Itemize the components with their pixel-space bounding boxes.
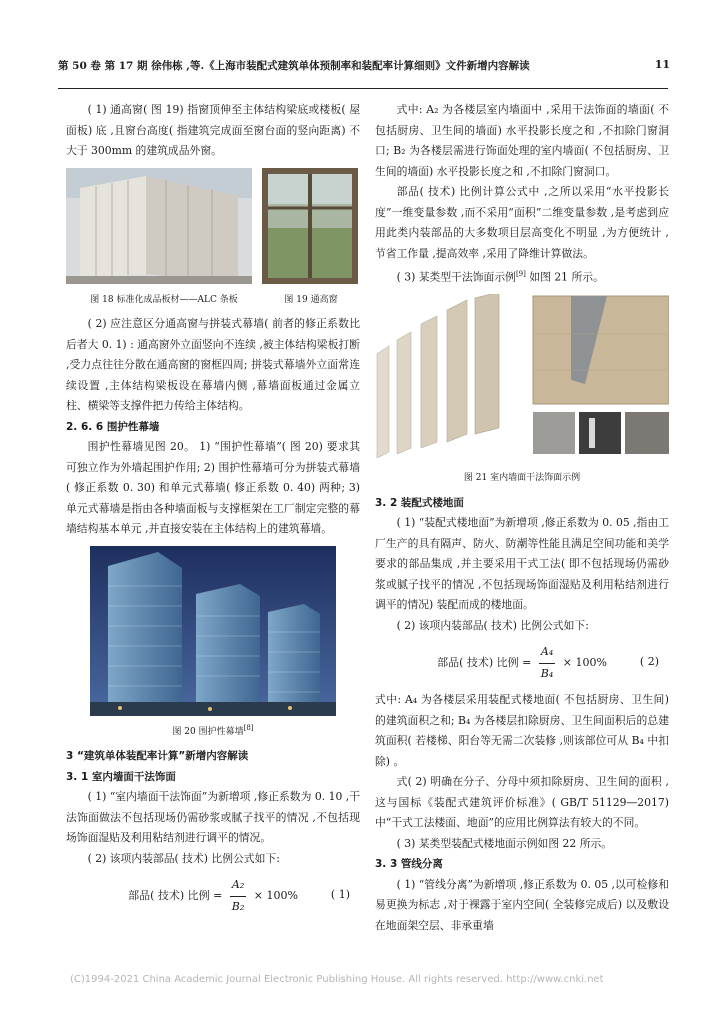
subsection-heading: 3. 1 室内墙面干法饰面	[66, 770, 176, 783]
subsection-heading: 3. 3 管线分离	[375, 858, 443, 871]
paragraph: 围护性幕墙见图 20。 1) “围护性幕墙”( 图 20) 要求其可独立作为外墙起围护作用; 2) 围护性幕墙可分为拼装式幕墙( 修正系数 0. 30) 和单元式幕墙( 修正系数 0. 40) 两种; 3) 单元式幕墙是指由各种墙面板与支撑框架在工厂制定完整的幕墙结构基本单元 ,并直接安装在主体结构上的建筑幕墙。	[66, 440, 360, 535]
paragraph: 式( 2) 明确在分子、分母中须扣除厨房、卫生间的面积 ,这与国标《装配式建筑评价标准》( GB/T 51129—2017) 中“干式工法楼面、地面”的应用比例算法有较大的不同。	[375, 775, 669, 830]
equation-number: ( 2)	[639, 655, 659, 669]
paragraph: ( 2) 该项内装部品( 技术) 比例公式如下:	[396, 618, 589, 632]
paragraph: ( 1) “装配式楼地面”为新增项 ,修正系数为 0. 05 ,指由工厂生产的具有隔声、防火、防潮等性能且满足空间功能和美学要求的部品集成 ,并主要采用干式工法( 即不包括现场仍需砂浆或腻子找平的情况 ,不包括现场饰面湿贴及利用粘结剂进行调平的情况) 装配而成的楼地面。	[375, 516, 669, 612]
page-number: 11	[654, 58, 670, 71]
citation-ref: [9]	[515, 270, 526, 278]
paragraph: 部品( 技术) 比例计算公式中 ,之所以采用“水平投影长度”一维变量参数 ,而不采用“面积”二维变量参数 ,是考虑到应用此类内装部品的大多数项目层高变化不明显 ,为方便统计 ,节省工作量 ,提高效率 ,采用了降维计算做法。	[375, 185, 669, 260]
citation-ref: [8]	[243, 723, 254, 732]
copyright-watermark: (C)1994-2021 China Academic Journal Electronic Publishing House. All rights reserved. http://www.cnki.net	[70, 974, 604, 985]
header-rule	[58, 88, 668, 89]
figure-18-19	[66, 168, 360, 288]
figure-21	[375, 294, 669, 466]
dry-finish-photo	[375, 294, 669, 466]
figure-19-caption: 图 19 通高窗	[284, 294, 338, 305]
right-column	[375, 100, 669, 936]
fraction: $\frac{\text{A₂}}{\text{B₂}}$	[230, 875, 246, 917]
paragraph: ( 2) 应注意区分通高窗与拼装式幕墙( 前者的修正系数比后者大 0. 1) : 通高窗外立面竖向不连续 ,被主体结构梁板打断 ,受力点往往分散在通高窗的窗框四周; 拼装式幕墙外立面常连续设置 ,主体结构梁板设在幕墙内侧 ,幕墙面板通过金属立柱、横梁等支撑件把力传给主体结构。	[66, 317, 360, 412]
running-header: 第 50 卷 第 17 期 徐伟栋 ,等.《上海市装配式建筑单体预制率和装配率计算细则》文件新增内容解读	[58, 60, 530, 72]
formula-1: 部品( 技术) 比例 = $\frac{\text{A₂}}{\text{B₂}}$ × 100% ( 1)	[66, 875, 360, 917]
paragraph: ( 1) “管线分离”为新增项 ,修正系数为 0. 05 ,以可检修和易更换为标志 ,对于裸露于室内空间( 全装修完成后) 以及敷设在地面架空层、非承重墙	[375, 877, 669, 932]
subsection-heading: 3. 2 装配式楼地面	[375, 496, 464, 509]
left-column	[66, 100, 360, 923]
paragraph: ( 3) 某类型装配式楼地面示例如图 22 所示。	[396, 836, 613, 850]
section-heading: 2. 6. 6 围护性幕墙	[66, 420, 160, 433]
paragraph: ( 3) 某类型干法饰面示例[9] 如图 21 所示。	[396, 270, 604, 284]
curtain-wall-photo	[90, 546, 336, 716]
paragraph: ( 1) “室内墙面干法饰面”为新增项 ,修正系数为 0. 10 ,干法饰面做法不包括现场仍需砂浆或腻子找平的情况 ,不包括现场饰面湿贴及利用粘结剂进行调平的情况。	[66, 790, 360, 844]
formula-2: 部品( 技术) 比例 = $\frac{\text{A₄}}{\text{B₄}}$ × 100% ( 2)	[375, 642, 669, 684]
figure-photos	[66, 168, 360, 288]
fraction: $\frac{\text{A₄}}{\text{B₄}}$	[539, 642, 555, 684]
paragraph: ( 1) 通高窗( 图 19) 指窗顶伸至主体结构梁底或楼板( 屋面板) 底 ,且窗台高度( 指建筑完成面至窗台面的竖向距离) 不大于 300mm 的建筑成品外窗。	[66, 103, 360, 157]
figure-21-caption: 图 21 室内墙面干法饰面示例	[463, 473, 581, 484]
figure-20-caption: 图 20 围护性幕墙[8]	[172, 723, 254, 737]
equation-number: ( 1)	[330, 888, 350, 901]
section-heading: 3 “建筑单体装配率计算”新增内容解读	[66, 750, 249, 762]
figure-20	[90, 546, 360, 716]
paragraph: 式中: A₄ 为各楼层采用装配式楼地面( 不包括厨房、卫生间) 的建筑面积之和; B₄ 为各楼层扣除厨房、卫生间面积后的总建筑面积( 若楼梯、阳台等无需二次装修 ,则该部位可从 B₄ 中扣除) 。	[375, 693, 669, 768]
paragraph: 式中: A₂ 为各楼层室内墙面中 ,采用干法饰面的墙面( 不包括厨房、卫生间的墙面) 水平投影长度之和 ,不扣除门窗洞口; B₂ 为各楼层需进行饰面处理的室内墙面( 不包括厨房、卫生间的墙面) 水平投影长度之和 ,不扣除门窗洞口。	[375, 103, 669, 178]
paragraph: ( 2) 该项内装部品( 技术) 比例公式如下:	[87, 851, 280, 865]
figure-18-caption: 图 18 标准化成品板材——ALC 条板	[90, 294, 238, 305]
